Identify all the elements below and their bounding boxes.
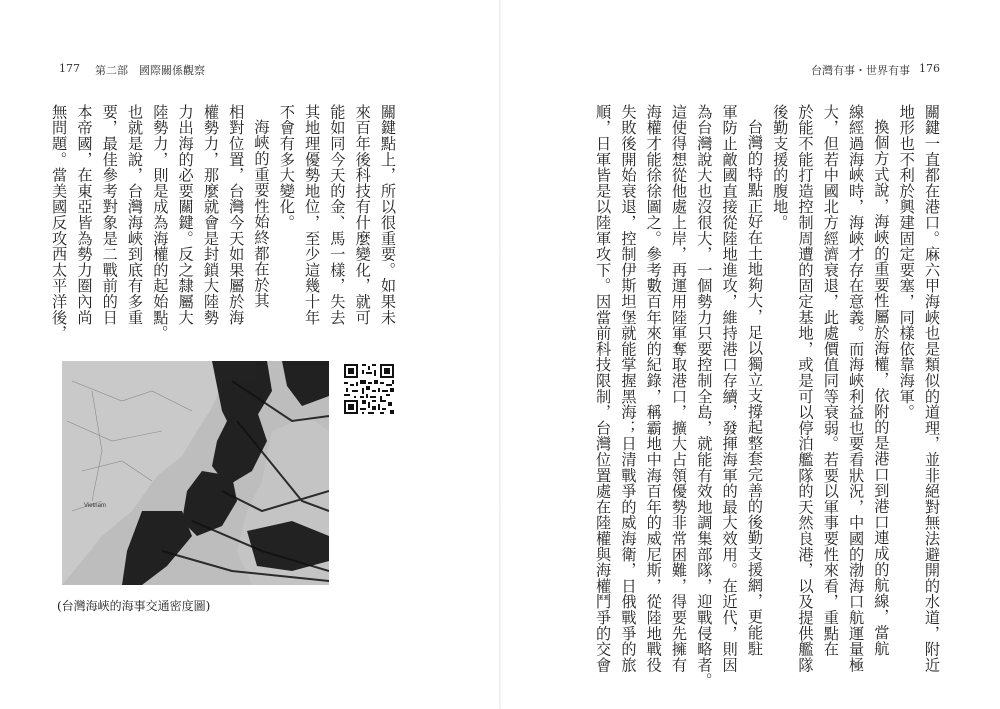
qr-code[interactable]: [342, 362, 396, 416]
text-line: 要，最佳參考對象是二戰前的日: [100, 104, 119, 326]
right-page-text: [590, 104, 944, 689]
text-line: 能如同今天的金、馬一樣，失去: [328, 104, 347, 326]
text-line: 後勤支援的腹地。: [771, 104, 790, 231]
right-page-number: 176: [919, 62, 940, 75]
text-line: 其地理優勢地位，至少這幾十年: [303, 104, 322, 326]
text-line: 力出海的必要關鍵。反之隸屬大: [176, 104, 195, 326]
text-line: 這使得想從他處上岸，再運用陸軍奪取港口，擴大占領優勢非常困難，得要先擁有: [670, 104, 689, 673]
map-label-vietnam: Vietnam: [84, 503, 106, 509]
left-page-number: 177: [59, 62, 80, 75]
text-line: 於能不能打造控制周遭的固定基地，或是可以停泊艦隊的天然良港，以及提供艦隊: [796, 104, 815, 673]
text-line: 本帝國，在東亞皆為勢力圈內尚: [75, 104, 94, 326]
right-running-title: 台灣有事・世界有事: [811, 64, 910, 77]
text-line: 台灣的特點正好在土地夠大，足以獨立支撐起整套完善的後勤支援網，更能駐: [745, 119, 764, 657]
text-line: 也就是說，台灣海峽到底有多重: [126, 104, 145, 326]
figure-caption: (台灣海峽的海事交通密度圖): [57, 599, 211, 613]
text-line: 不會有多大變化。: [277, 104, 296, 231]
text-line: 陸勢力，則是成為海權的起始點。: [151, 104, 170, 341]
shipping-density-map: [62, 361, 329, 585]
text-line: 無問題。當美國反攻西太平洋後，: [50, 104, 69, 341]
text-line: 權勢力，那麼就會是封鎖大陸勢: [201, 104, 220, 326]
left-running-title: 第二部 國際關係觀察: [95, 64, 205, 77]
book-gutter: [499, 0, 501, 709]
text-line: 軍防止敵國直接從陸地進攻，維持港口存續，發揮海軍的最大效用。在近代，則因: [720, 104, 739, 673]
text-line: 相對位置，台灣今天如果屬於海: [227, 104, 246, 326]
text-line: 失敗後開始衰退，控制伊斯坦堡就能掌握黑海；日清戰爭的威海衛，日俄戰爭的旅: [619, 104, 638, 673]
text-line: 來百年後科技有什麼變化，就可: [353, 104, 372, 326]
text-line: 線經過海峽時，海峽才存在意義。而海峽利益也要看狀況，中國的渤海口航運量極: [847, 104, 866, 673]
text-line: 關鍵一直都在港口。麻六甲海峽也是類似的道理，並非絕對無法避開的水道，附近: [923, 104, 941, 673]
text-line: 換個方式說，海峽的重要性屬於海權，依附的是港口到港口連成的航線，當航: [872, 119, 891, 657]
text-line: 海峽的重要性始終都在於其: [252, 119, 271, 309]
text-line: 為台灣說大也沒很大，一個勢力只要控制全島，就能有效地調集部隊，迎戰侵略者。: [695, 104, 714, 689]
text-line: 關鍵點上，所以很重要。如果未: [379, 104, 397, 326]
text-line: 海權才能徐徐圖之。參考數百年來的紀錄，稱霸地中海百年的威尼斯，從陸地戰役: [644, 104, 663, 673]
text-line: 順，日軍皆是以陸軍攻下。因當前科技限制，台灣位置處在陸權與海權鬥爭的交會: [594, 104, 613, 673]
text-line: 地形也不利於興建固定要塞，同樣依靠海軍。: [897, 104, 916, 420]
left-page-text: [46, 104, 400, 344]
text-line: 大，但若中國北方經濟衰退，此處價值同等衰弱。若要以軍事要性來看，重點在: [821, 104, 840, 657]
